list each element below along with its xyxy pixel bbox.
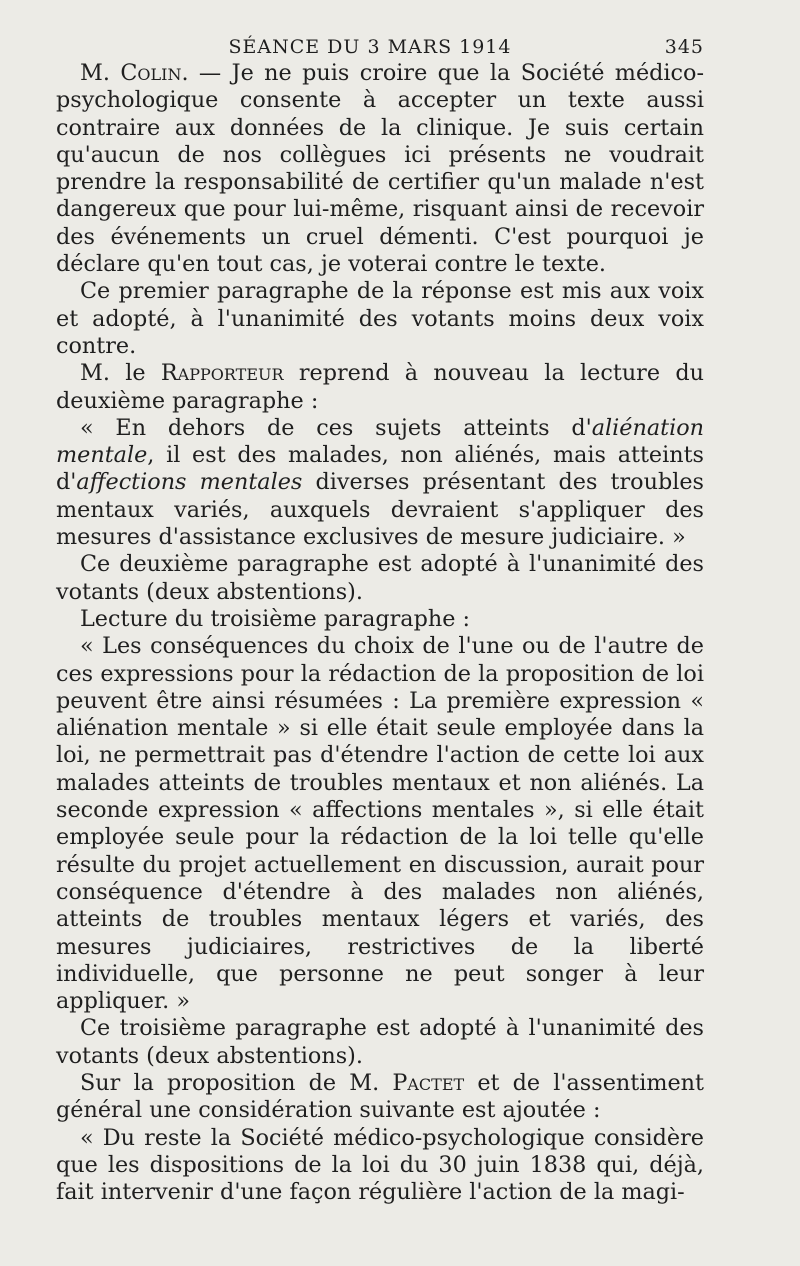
paragraph-vote-3 (56, 1015, 704, 1070)
italic-term: affections mentales (76, 469, 303, 496)
paragraph-text: Ce deuxième paragraphe est adopté à l'unanimité des votants (deux abstentions). (56, 551, 704, 605)
paragraph-colin (56, 60, 704, 278)
paragraph-vote-1 (56, 278, 704, 360)
paragraph-text: « Du reste la Société médico-psychologique considère que les dispositions de la loi du 30 juin 1838 qui, déjà, fait intervenir d'une façon régulière l'action de la magi- (56, 1124, 704, 1206)
speaker-name: Pactet (392, 1069, 465, 1096)
paragraph-text: Ce troisième paragraphe est adopté à l'unanimité des votants (deux abstentions). (56, 1015, 704, 1069)
paragraph-quote-4 (56, 1125, 704, 1207)
paragraph-text: — Je ne puis croire que la Société médico-psychologique consente à accepter un texte aussi contraire aux données de la clinique. Je suis certain qu'aucun de nos collègues ici présents ne voudrait prendre la responsabilité de certifier qu'un malade n'est dangereux que pour lui-même, risquant ainsi de recevoir des événements un cruel démenti. C'est pourquoi je déclare qu'en tout cas, je voterai contre le texte. (56, 60, 704, 278)
quote-middle: , il est des malades, non aliénés, mais atteints d' (56, 442, 704, 496)
quote-suffix: diverses présentant des troubles mentaux variés, auxquels devraient s'appliquer des mesures d'assistance exclusives de mesure judiciaire. » (56, 469, 704, 551)
body-text (56, 60, 704, 1206)
paragraph-quote-2 (56, 415, 704, 551)
running-header (56, 36, 704, 58)
paragraph-text: Lecture du troisième paragraphe : (80, 605, 471, 632)
speaker-name: M. Colin. (80, 60, 189, 86)
paragraph-prefix: M. le (80, 360, 161, 387)
session-title: SÉANCE DU 3 MARS 1914 (228, 36, 512, 58)
paragraph-vote-2 (56, 551, 704, 606)
speaker-name: Rapporteur (160, 360, 284, 387)
paragraph-text: reprend à nouveau la lecture du deuxième paragraphe : (56, 360, 704, 414)
paragraph-text: « Les conséquences du choix de l'une ou de l'autre de ces expressions pour la rédaction de la proposition de loi peuvent être ainsi résumées : La première expression « aliénation mentale » si elle était seule employée dans la loi, ne permettrait pas d'étendre l'action de cette loi aux malades atteints de troubles mentaux et non aliénés. La seconde expression « affections mentales », si elle était employée seule pour la rédaction de la loi telle qu'elle résulte du projet actuellement en discussion, aurait pour conséquence d'étendre à des malades non aliénés, atteints de troubles mentaux légers et variés, des mesures judiciaires, restrictives de la liberté individuelle, que personne ne peut songer à leur appliquer. » (56, 633, 704, 1015)
paragraph-reading-3 (56, 606, 704, 633)
paragraph-pactet (56, 1070, 704, 1125)
page-number: 345 (664, 36, 704, 58)
quote-prefix: « En dehors de ces sujets atteints d' (80, 414, 592, 441)
paragraph-quote-3 (56, 633, 704, 1015)
paragraph-text: et de l'assentiment général une considération suivante est ajoutée : (56, 1069, 704, 1124)
paragraph-rapporteur (56, 360, 704, 415)
paragraph-text: Ce premier paragraphe de la réponse est mis aux voix et adopté, à l'unanimité des votants moins deux voix contre. (56, 278, 704, 359)
italic-term: aliénation mentale (56, 414, 704, 469)
paragraph-prefix: Sur la proposition de M. (80, 1069, 393, 1096)
